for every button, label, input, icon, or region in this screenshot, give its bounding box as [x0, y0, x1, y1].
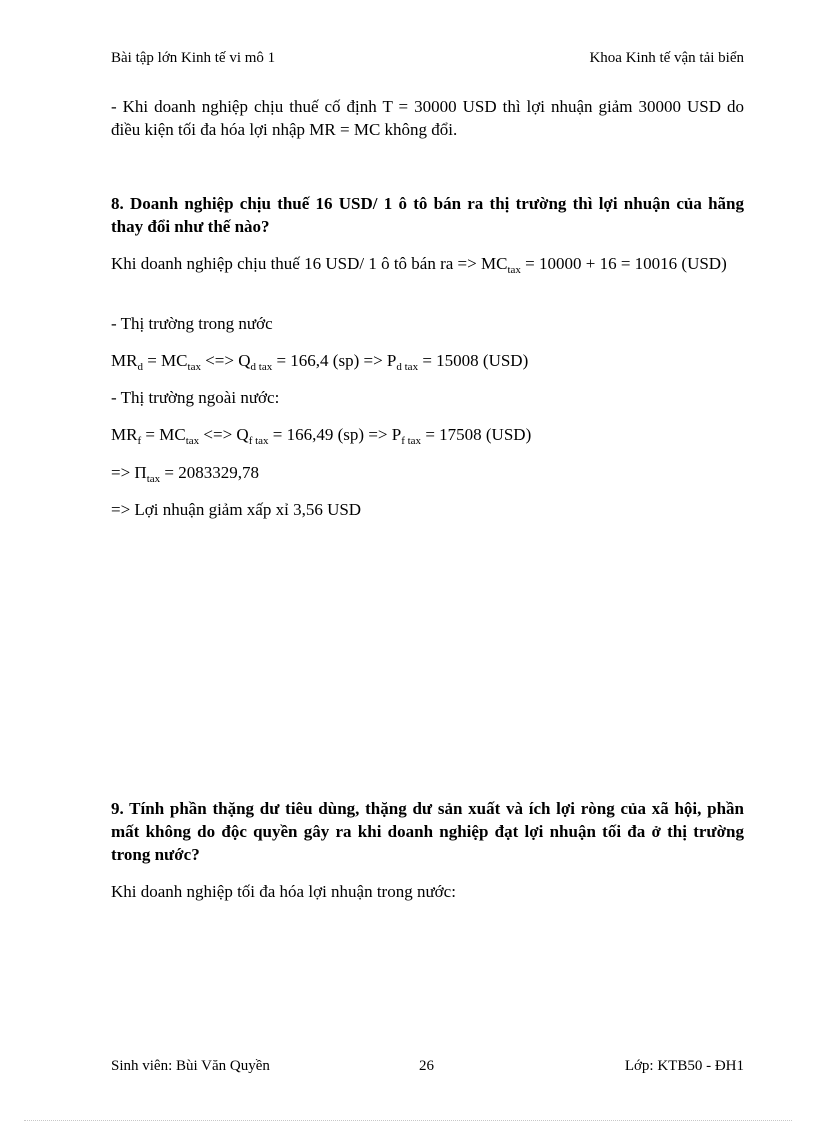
footer-class: Lớp: KTB50 - ĐH1	[624, 1058, 744, 1074]
footer-student: Sinh viên: Bùi Văn Quyền	[111, 1058, 270, 1074]
domestic-equation: $MR_d = MC_{tax}$ <=> $Q_{d tax} = 166,4$ $(sp) => P_{d tax} = 15008$ (USD)	[111, 351, 529, 373]
header-right: Khoa Kinh tế vận tải biển	[589, 50, 744, 66]
q8-heading: 8. Doanh nghiệp chịu thuế 16 USD/ 1 ô tô bán ra thị trường thì lợi nhuận của hãng thay đổi như thế nào?	[111, 194, 744, 236]
page-footer	[111, 1058, 744, 1075]
page-number: 26	[419, 1058, 434, 1074]
domestic-label: - Thị trường trong nước	[111, 314, 273, 333]
q9-line1: Khi doanh nghiệp tối đa hóa lợi nhuận trong nước:	[111, 882, 456, 901]
page-header	[111, 50, 744, 67]
q8-conclusion: => Lợi nhuận giảm xấp xỉ 3,56 USD	[111, 500, 362, 519]
q8-line1: Khi doanh nghiệp chịu thuế 16 USD/ 1 ô tô bán ra => $MC_{tax} = 10000 + 16 = 10016$ (USD)	[111, 254, 727, 276]
page-bottom-divider	[24, 1120, 792, 1121]
q9-heading: 9. Tính phần thặng dư tiêu dùng, thặng dư sản xuất và ích lợi ròng của xã hội, phần mất không do độc quyền gây ra khi doanh nghiệp đạt lợi nhuận tối đa ở thị trường trong nước?	[111, 799, 744, 864]
intro-paragraph: - Khi doanh nghiệp chịu thuế cố định T = 30000 USD thì lợi nhuận giảm 30000 USD do điều kiện tối đa hóa lợi nhập MR = MC không đổi.	[111, 97, 744, 139]
foreign-equation: $MR_f = MC_{tax}$ <=> $Q_{f tax} = 166,49$ $(sp) => P_{f tax} = 17508$ (USD)	[111, 425, 532, 447]
foreign-label: - Thị trường ngoài nước:	[111, 388, 280, 407]
profit-equation: => $\Pi_{tax} = 2083329,78$	[111, 463, 259, 485]
header-left: Bài tập lớn Kinh tế vi mô 1	[111, 50, 276, 66]
